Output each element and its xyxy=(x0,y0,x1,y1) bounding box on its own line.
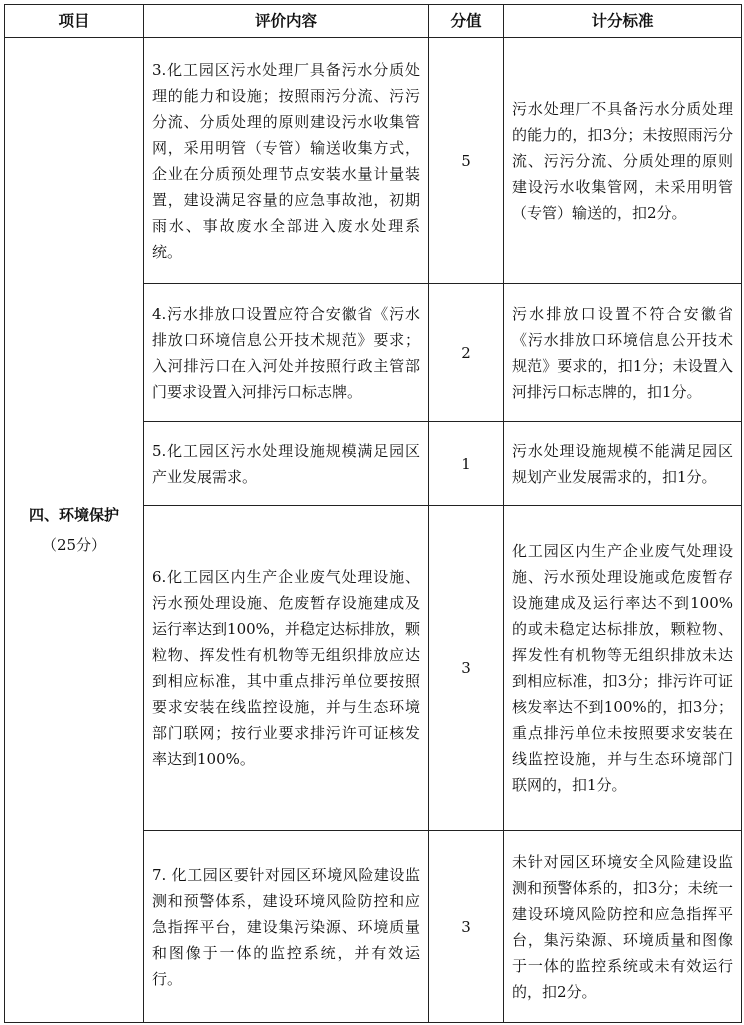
header-score: 分值 xyxy=(429,5,504,38)
score-cell: 2 xyxy=(429,284,504,422)
standard-cell: 污水处理设施规模不能满足园区规划产业发展需求的，扣1分。 xyxy=(504,422,742,506)
header-standard: 计分标准 xyxy=(504,5,742,38)
score-cell: 5 xyxy=(429,38,504,284)
standard-cell: 未针对园区环境安全风险建设监测和预警体系的，扣3分；未统一建设环境风险防控和应急指挥平台，集污染源、环境质量和图像于一体的监控系统或未有效运行的，扣2分。 xyxy=(504,831,742,1023)
section-cell xyxy=(5,38,144,1023)
content-cell: 6.化工园区内生产企业废气处理设施、污水预处理设施、危废暂存设施建成及运行率达到100%，并稳定达标排放，颗粒物、挥发性有机物等无组织排放应达到相应标准，其中重点排污单位要按照要求安装在线监控设施，并与生态环境部门联网；按行业要求排污许可证核发率达到100%。 xyxy=(144,506,429,831)
section-title: 四、环境保护 xyxy=(28,506,119,524)
evaluation-table xyxy=(4,4,742,1023)
content-cell: 5.化工园区污水处理设施规模满足园区产业发展需求。 xyxy=(144,422,429,506)
content-cell: 3.化工园区污水处理厂具备污水分质处理的能力和设施；按照雨污分流、污污分流、分质处理的原则建设污水收集管网，采用明管（专管）输送收集方式，企业在分质预处理节点安装水量计量装置，建设满足容量的应急事故池，初期雨水、事故废水全部进入废水处理系统。 xyxy=(144,38,429,284)
section-total: （25分） xyxy=(41,536,107,554)
content-cell: 7. 化工园区要针对园区环境风险建设监测和预警体系，建设环境风险防控和应急指挥平台，建设集污染源、环境质量和图像于一体的监控系统，并有效运行。 xyxy=(144,831,429,1023)
table-header-row xyxy=(5,5,742,38)
score-cell: 1 xyxy=(429,422,504,506)
content-cell: 4.污水排放口设置应符合安徽省《污水排放口环境信息公开技术规范》要求；入河排污口在入河处并按照行政主管部门要求设置入河排污口标志牌。 xyxy=(144,284,429,422)
standard-cell: 污水处理厂不具备污水分质处理的能力的，扣3分；未按照雨污分流、污污分流、分质处理的原则建设污水收集管网，未采用明管（专管）输送的，扣2分。 xyxy=(504,38,742,284)
standard-cell: 污水排放口设置不符合安徽省《污水排放口环境信息公开技术规范》要求的，扣1分；未设置入河排污口标志牌的，扣1分。 xyxy=(504,284,742,422)
score-cell: 3 xyxy=(429,831,504,1023)
header-content: 评价内容 xyxy=(144,5,429,38)
score-cell: 3 xyxy=(429,506,504,831)
standard-cell: 化工园区内生产企业废气处理设施、污水预处理设施或危废暂存设施建成及运行率达不到100%的或未稳定达标排放，颗粒物、挥发性有机物等无组织排放未达到相应标准，扣3分；排污许可证核发率达不到100%的，扣3分；重点排污单位未按照要求安装在线监控设施，并与生态环境部门联网的，扣1分。 xyxy=(504,506,742,831)
table-row xyxy=(5,38,742,284)
header-project: 项目 xyxy=(5,5,144,38)
